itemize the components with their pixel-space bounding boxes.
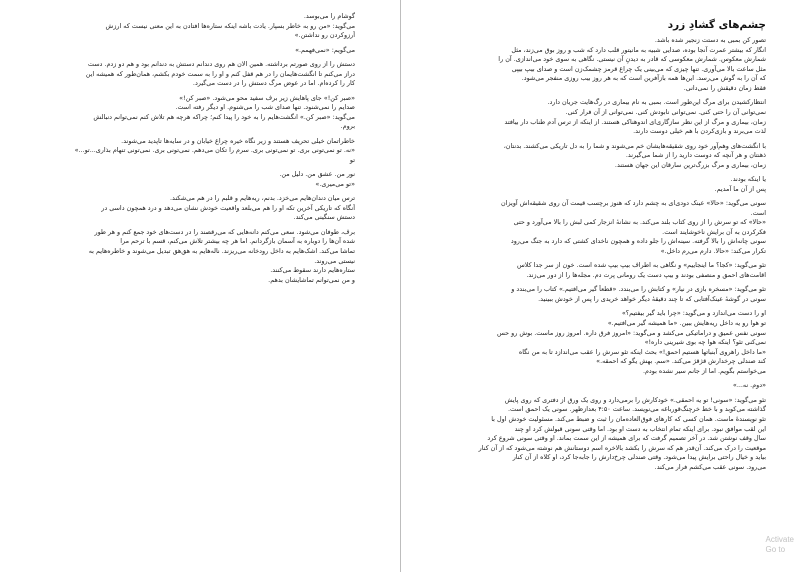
- text-line: سونی در گوشهٔ عینک‌آفتابی که تا چند دقیقهٔ دیگر خواهد خریدی را پس از خودش ببینید.: [538, 295, 766, 304]
- text-line: خاطراتمان خیلی تحریف هستند و زیر نگاه خیره چراغ خیابان و در سایه‌ها تاپدید می‌شوند.: [121, 136, 355, 145]
- text-line: تئو می‌گوید: «سونی! تو یه احمقی.» خودکارش را برمی‌دارد و روی یک ورق از دفتری که روی پایش: [504, 395, 766, 404]
- text-line: می‌گویم: «نمی‌فهمم.»: [295, 45, 355, 54]
- text-line: تئو می‌گوید: «مسخره بازی در نیار» و کتابش را می‌بندد. «قطعاً گیر می‌افتیم.» کتاب را می‌بندد و: [511, 285, 766, 294]
- text-line: تئو نویسندهٔ ماست. همان کسی که کارهای فوق‌العاده‌مان را ثبت و ضبط می‌کند. مسئولیت خودش اول با: [491, 414, 766, 423]
- text-line: گوشام را می‌بوسد.: [303, 12, 355, 20]
- text-line: دستش سنگینی می‌کند.: [293, 213, 355, 222]
- text-line: کند صندلی چرخدارش قژقژ می‌کند. «سم. بهش یگو که احمقه.»: [596, 357, 766, 366]
- text-line: است.: [750, 208, 766, 217]
- activation-watermark: [766, 535, 794, 555]
- text-line: «حالا» که تو سرش را از روی کتاب بلند می‌کند. به نشانهٔ انزجار کمی لبش را بالا می‌آورد و حتی: [513, 218, 766, 227]
- text-line: تئو می‌گوید: «کجا؟ ما اینجاییم» و نگاهی به اطراف بیپ بیپ شده است. خون از سر جدا کلاس: [516, 261, 766, 270]
- text-line: این لقب موافق نبود. برای اینکه تمام انتخاب به دست او بود. اما وقتی سونی قبولش کرد او چند: [514, 424, 766, 433]
- watermark-line-1: Activate: [765, 535, 794, 544]
- text-line: دراز می‌کنم تا انگشت‌هایمان را در هم قفل کنم و او را به سمت خودم بکشم، همان‌طور که همیشه این: [85, 69, 355, 78]
- text-line: اقامت‌های احمق و منصفی بودند و بیپ دست یک رومانی پرت دم. مجله‌ها را از دور می‌زند.: [526, 271, 766, 280]
- text-line: با انگشت‌های وهم‌آور خود روی شقیقه‌هایشان خم می‌شوند و شما را به دل تاریکی می‌کشند. بدنتان،: [503, 141, 766, 150]
- text-line: ترس میان دندان‌هایم می‌خزد. بدنم، ریه‌هایم و قلبم را در هم می‌شکند.: [169, 194, 355, 203]
- text-line: نمی‌کنی تئو؟ اینکه هوا چه بوی شیرینی داره!»: [644, 338, 766, 347]
- text-line: کار را کرده‌ام. اما در عوض مرگ دستش را در دست می‌گیرد.: [192, 79, 355, 88]
- text-line: «دوم. نه...»: [732, 381, 766, 390]
- text-line: نیستی می‌روند.: [314, 256, 355, 265]
- text-line: او را دست می‌اندازد و می‌گوید: «چرا باید گیر بیفتیم؟»: [621, 309, 766, 318]
- text-line: تو: [349, 155, 355, 164]
- text-line: «ما داخل راهروی آبنباتها هستیم احمق!» بحث اینکه تئو سرش را عقب می‌اندازد تا به من نگاه: [518, 347, 766, 356]
- text-line: «صبر کن!» جای پاهایش زیر برف سفید محو می‌شود. «صبر کن!»: [179, 93, 355, 102]
- chapter-title: چشم‌های گشادِ زرد: [667, 19, 766, 31]
- text-line: آنگاه که تاریکی آخرین تکه او را هم می‌بلعد واقعیت خودش نشان می‌دهد و درد همچون داسی در: [101, 203, 355, 212]
- text-line: سونی می‌گوید: «حالا» عینک دودی‌ای به چشم دارد که هنوز برچسب قیمت آن روی شقیقه‌اش آویزان: [501, 199, 766, 208]
- text-line: شمارش معکوس. شمارش معکوسی که قادر به دیدنِ آن نیستی. نگاهی به سوی خود می‌اندازی. آن را: [498, 55, 766, 64]
- text-line: گذاشته می‌کوبد و با خط خرچنگ‌قورباغه می‌نویسد. ساعت ۴:۵۰ بعدازظهر. سونی یک احمق است.: [507, 405, 766, 414]
- text-line: برف، طوفان می‌شود. سعی می‌کنم دانه‌هایی که می‌رقصند را در دست‌های خود جمع کنم و هر طور: [94, 227, 355, 236]
- text-line: می‌گوید: «صبر کن.» انگشت‌هایم را به خود را پیدا کنم؛ چراکه هرچه هم تلاش کنم نمی‌توانم دنبالش: [93, 112, 355, 121]
- text-line: انتظارکشیدن برای مرگ این‌طور است. بمبی به نام بیماری در رگ‌هایت جریان دارد.: [547, 98, 766, 107]
- text-line: مثل ساعت بالا می‌آوری. تنها چیزی که می‌بینی یک چراغ قرمز چشمک‌زن است و صدای بیپ بیپی: [511, 64, 766, 73]
- left-page-text: [35, 12, 355, 285]
- right-page: [401, 0, 800, 572]
- text-line: سونی چانه‌اش را بالا گرفته. سینه‌اش را جلو داده و همچون ناخدای کشتی که دارد به جنگ می‌رود: [510, 237, 766, 246]
- text-line: انگار که بیشتر عمرت آنجا بوده، صدایی شبیه به مانیتور قلب دارد که شب و روز بوق می‌زند، مثل: [511, 45, 766, 54]
- text-line: بیاید و خیال راحتی برایش پیدا می‌شود. وقتی صندلی چرخ‌دارش را جابه‌جا کرد، او کلاه از آن کنار: [512, 453, 766, 462]
- text-line: صدایم را نمی‌شنود. تنها صدای شب را می‌شنوم. او دیگر رفته است.: [175, 103, 355, 112]
- text-line: نور من. عشق من. دلیل من.: [279, 170, 355, 179]
- text-line: سونی نفس عمیق و دراماتیکی می‌کشد و می‌گوید: «امروز فرق داره. امروز روز ماست. بوش رو حس: [497, 328, 766, 337]
- text-line: می‌گوید: «من رو به خاطر بسپار. یادت باشه اینکه ستاره‌ها افتادن به این معنی نیست که ارزش: [105, 21, 355, 30]
- text-line: تماشا می‌کند. اشک‌هایم به داخل رودخانه می‌ریزند. ناله‌هایم به هق‌هق تبدیل می‌شوند و خاطره‌هایم به: [88, 247, 355, 256]
- text-line: پس از آن ما آمدیم.: [714, 184, 766, 193]
- text-line: نمی‌توانی آن را حتی کنی. نمی‌توانی نابودش کنی. نمی‌توانی از آن فرار کنی.: [565, 107, 766, 116]
- text-line: بروم.: [340, 122, 355, 131]
- text-line: آرزوکردن رو نداشتن.»: [294, 31, 355, 40]
- text-line: تکرار می‌کند: «حالا. دارم می‌رم داخل.»: [660, 247, 766, 256]
- text-line: یا اینکه بودند.: [730, 175, 766, 184]
- text-line: تصور کن بمبی به دستت زنجیر شده باشد.: [654, 36, 766, 44]
- text-line: زمان، بیماری و مرگ بزرگ‌ترین سارقان این جهان هستند.: [614, 160, 766, 169]
- text-line: ستاره‌هایم دارند سقوط می‌کنند.: [270, 266, 355, 275]
- text-line: می‌رود. سونی عقب می‌کشم فرار می‌کند.: [654, 462, 766, 471]
- text-line: تو هوا رو یه داخل ریه‌هایش ببین. «ما همیشه گیر می‌افتیم.»: [607, 319, 766, 328]
- text-line: که آن را به گوش می‌رسد. این‌ها همه بازآفرین است که به هر روز بیب روزی منفجر می‌شود.: [521, 74, 766, 83]
- text-line: «تو می‌میری.»: [315, 179, 355, 188]
- text-line: می‌خواستم بگویم. اما از جانم سیر نشده بودم.: [642, 366, 766, 375]
- right-page-text: [431, 36, 766, 473]
- text-line: زمان، بیماری و مرگ از این نظر سازگاری‌ای اندوهناکی هستند. از اینکه از ترس آدم طناب دار بیافتد: [504, 117, 766, 126]
- watermark-line-2: Go to: [765, 545, 786, 554]
- text-line: سال وقف نوشتن شد. در آخر تصمیم گرفت که برای همیشه از این سمت بماند. او وقتی سونی شروع کرد: [487, 434, 766, 443]
- text-line: و من نمی‌توانم تماشایشان بدهم.: [268, 275, 355, 284]
- text-line: لذت می‌برند و بازی‌کردن با هم خیلی دوست دارند.: [633, 127, 766, 136]
- text-line: دستش را از روی صورتم برداشته. همین الان هم روی دندانم دستش به دندانم بود و هم دو زدم. دست: [87, 59, 355, 68]
- text-line: فقط زمان دقیقش را نمی‌دانی.: [683, 83, 766, 92]
- text-line: موقعیت را درک می‌کند. آن‌قدر هم که سرش را بکشد بالاخره اسم دوستانش هم نوشته می‌شود که از آن کنار: [478, 443, 766, 452]
- text-line: شده آن‌ها را دوباره به آسمان بازگردانم. اما هر چه بیشتر تلاش می‌کنم، قسم با ترحم مرا: [120, 237, 355, 246]
- text-line: «نه. تو نمی‌تونی بری. تو نمی‌تونی بری. سرم را تکان می‌دهم. نمی‌تونی بری. نمی‌تونی تنهام بذاری...تو...»: [74, 146, 355, 155]
- text-line: فکرکردن به آن برایش ناخوشایند است.: [662, 227, 766, 236]
- text-line: ذهنتان و هر آنچه که دوست دارید را از شما می‌گیرند.: [625, 151, 766, 160]
